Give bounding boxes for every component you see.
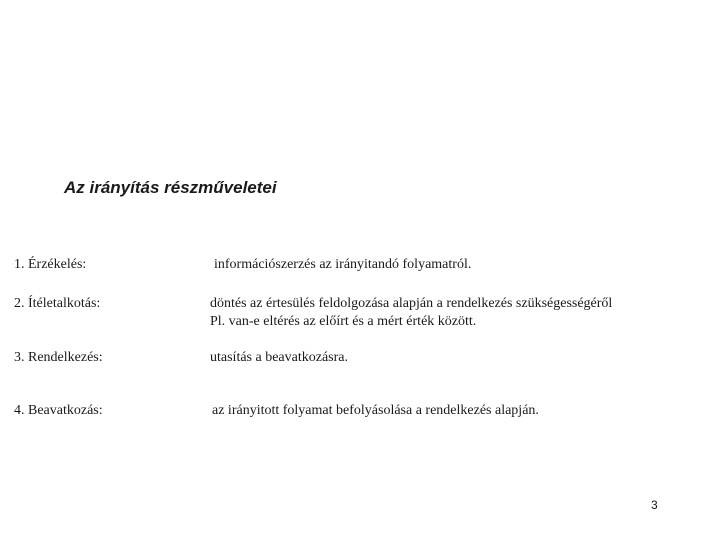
item-term: 1. Érzékelés: xyxy=(14,257,87,272)
item-description-line: utasítás a beavatkozásra. xyxy=(210,350,348,365)
item-description xyxy=(210,349,348,367)
page-number: 3 xyxy=(651,498,658,512)
item-description-line: az irányitott folyamat befolyásolása a rendelkezés alapján. xyxy=(212,403,539,418)
item-description-line: döntés az értesülés feldolgozása alapján a rendelkezés szükségességéről xyxy=(210,296,613,311)
item-description-line: Pl. van-e eltérés az előírt és a mért érték között. xyxy=(210,314,477,329)
item-term: 3. Rendelkezés: xyxy=(14,350,103,365)
item-description xyxy=(214,256,471,274)
item-term: 2. Ítéletalkotás: xyxy=(14,296,101,311)
slide-title: Az irányítás részműveletei xyxy=(64,178,277,197)
item-description-line: információszerzés az irányitandó folyamatról. xyxy=(214,257,472,272)
item-description xyxy=(210,295,612,331)
item-term: 4. Beavatkozás: xyxy=(14,403,103,418)
item-description xyxy=(212,402,539,420)
